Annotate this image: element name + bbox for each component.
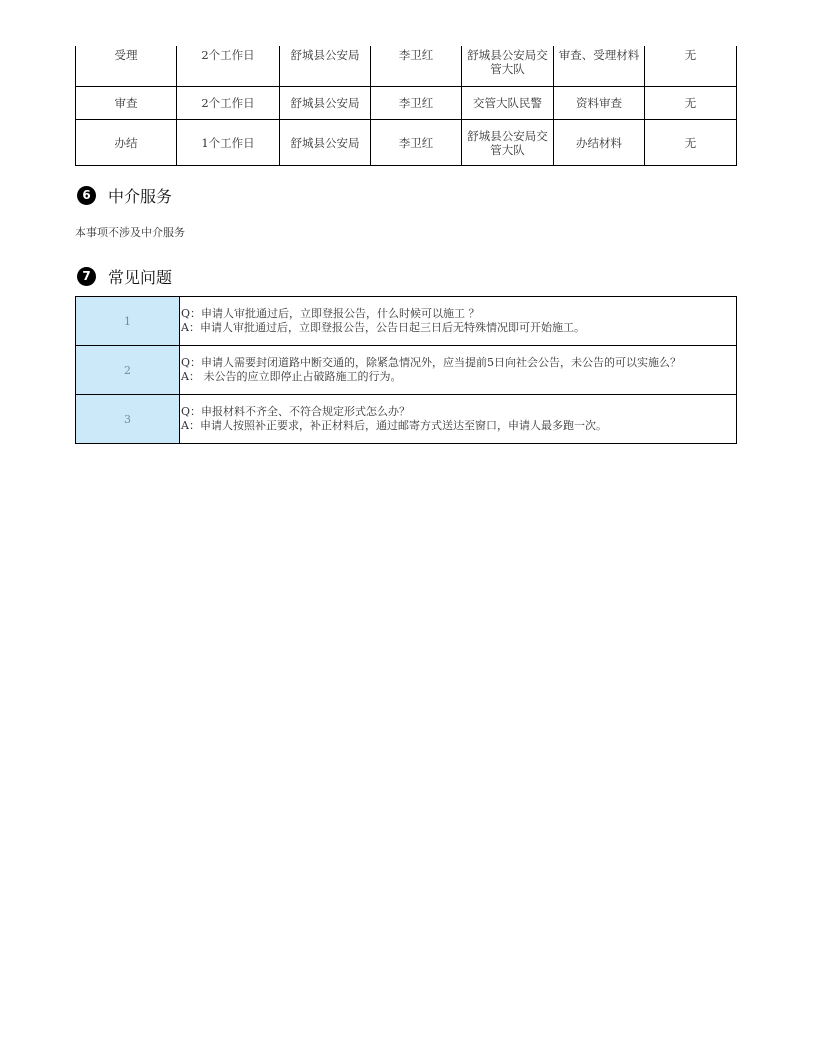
faq-index: 1	[76, 297, 180, 346]
section-title: 常见问题	[108, 267, 173, 287]
faq-row	[76, 297, 737, 346]
section-heading-intermediary	[77, 185, 172, 205]
process-unit: 舒城县公安局	[280, 120, 371, 166]
process-department: 交管大队民警	[462, 87, 554, 120]
process-time-limit: 2个工作日	[177, 87, 280, 120]
process-row-complete	[76, 120, 737, 166]
process-department: 舒城县公安局交管大队	[462, 46, 554, 87]
process-row-accept	[76, 46, 737, 87]
process-unit: 舒城县公安局	[280, 87, 371, 120]
faq-table	[75, 296, 737, 444]
faq-index: 3	[76, 395, 180, 444]
section-number-badge: 7	[77, 267, 96, 286]
faq-index: 2	[76, 346, 180, 395]
process-department: 舒城县公安局交管大队	[462, 120, 554, 166]
process-fee: 无	[645, 120, 737, 166]
process-table	[75, 46, 737, 166]
faq-row	[76, 346, 737, 395]
process-time-limit: 1个工作日	[177, 120, 280, 166]
process-step: 受理	[76, 46, 177, 87]
faq-answer: A： 未公告的应立即停止占破路施工的行为。	[181, 370, 402, 383]
process-fee: 无	[645, 46, 737, 87]
section-title: 中介服务	[108, 186, 173, 206]
process-content: 办结材料	[554, 120, 645, 166]
faq-answer: A：申请人审批通过后，立即登报公告，公告日起三日后无特殊情况即可开始施工。	[181, 321, 585, 334]
process-time-limit: 2个工作日	[177, 46, 280, 87]
process-person: 李卫红	[371, 120, 462, 166]
process-person: 李卫红	[371, 87, 462, 120]
section-heading-faq	[77, 266, 172, 286]
process-step: 办结	[76, 120, 177, 166]
faq-question: Q：申请人审批通过后，立即登报公告，什么时候可以施工 ？	[181, 307, 480, 320]
faq-row	[76, 395, 737, 444]
faq-content	[180, 346, 737, 395]
faq-question: Q：申报材料不齐全、不符合规定形式怎么办？	[181, 405, 411, 418]
faq-question: Q：申请人需要封闭道路中断交通的，除紧急情况外，应当提前5日向社会公告，未公告的可以实施么？	[181, 356, 682, 369]
process-content: 资料审查	[554, 87, 645, 120]
intermediary-note: 本事项不涉及中介服务	[75, 226, 185, 239]
process-step: 审查	[76, 87, 177, 120]
process-row-review	[76, 87, 737, 120]
faq-content	[180, 395, 737, 444]
process-content: 审查、受理材料	[554, 46, 645, 87]
process-person: 李卫红	[371, 46, 462, 87]
process-unit: 舒城县公安局	[280, 46, 371, 87]
process-fee: 无	[645, 87, 737, 120]
faq-content	[180, 297, 737, 346]
faq-answer: A：申请人按照补正要求，补正材料后，通过邮寄方式送达至窗口，申请人最多跑一次。	[181, 419, 607, 432]
section-number-badge: 6	[77, 186, 96, 205]
